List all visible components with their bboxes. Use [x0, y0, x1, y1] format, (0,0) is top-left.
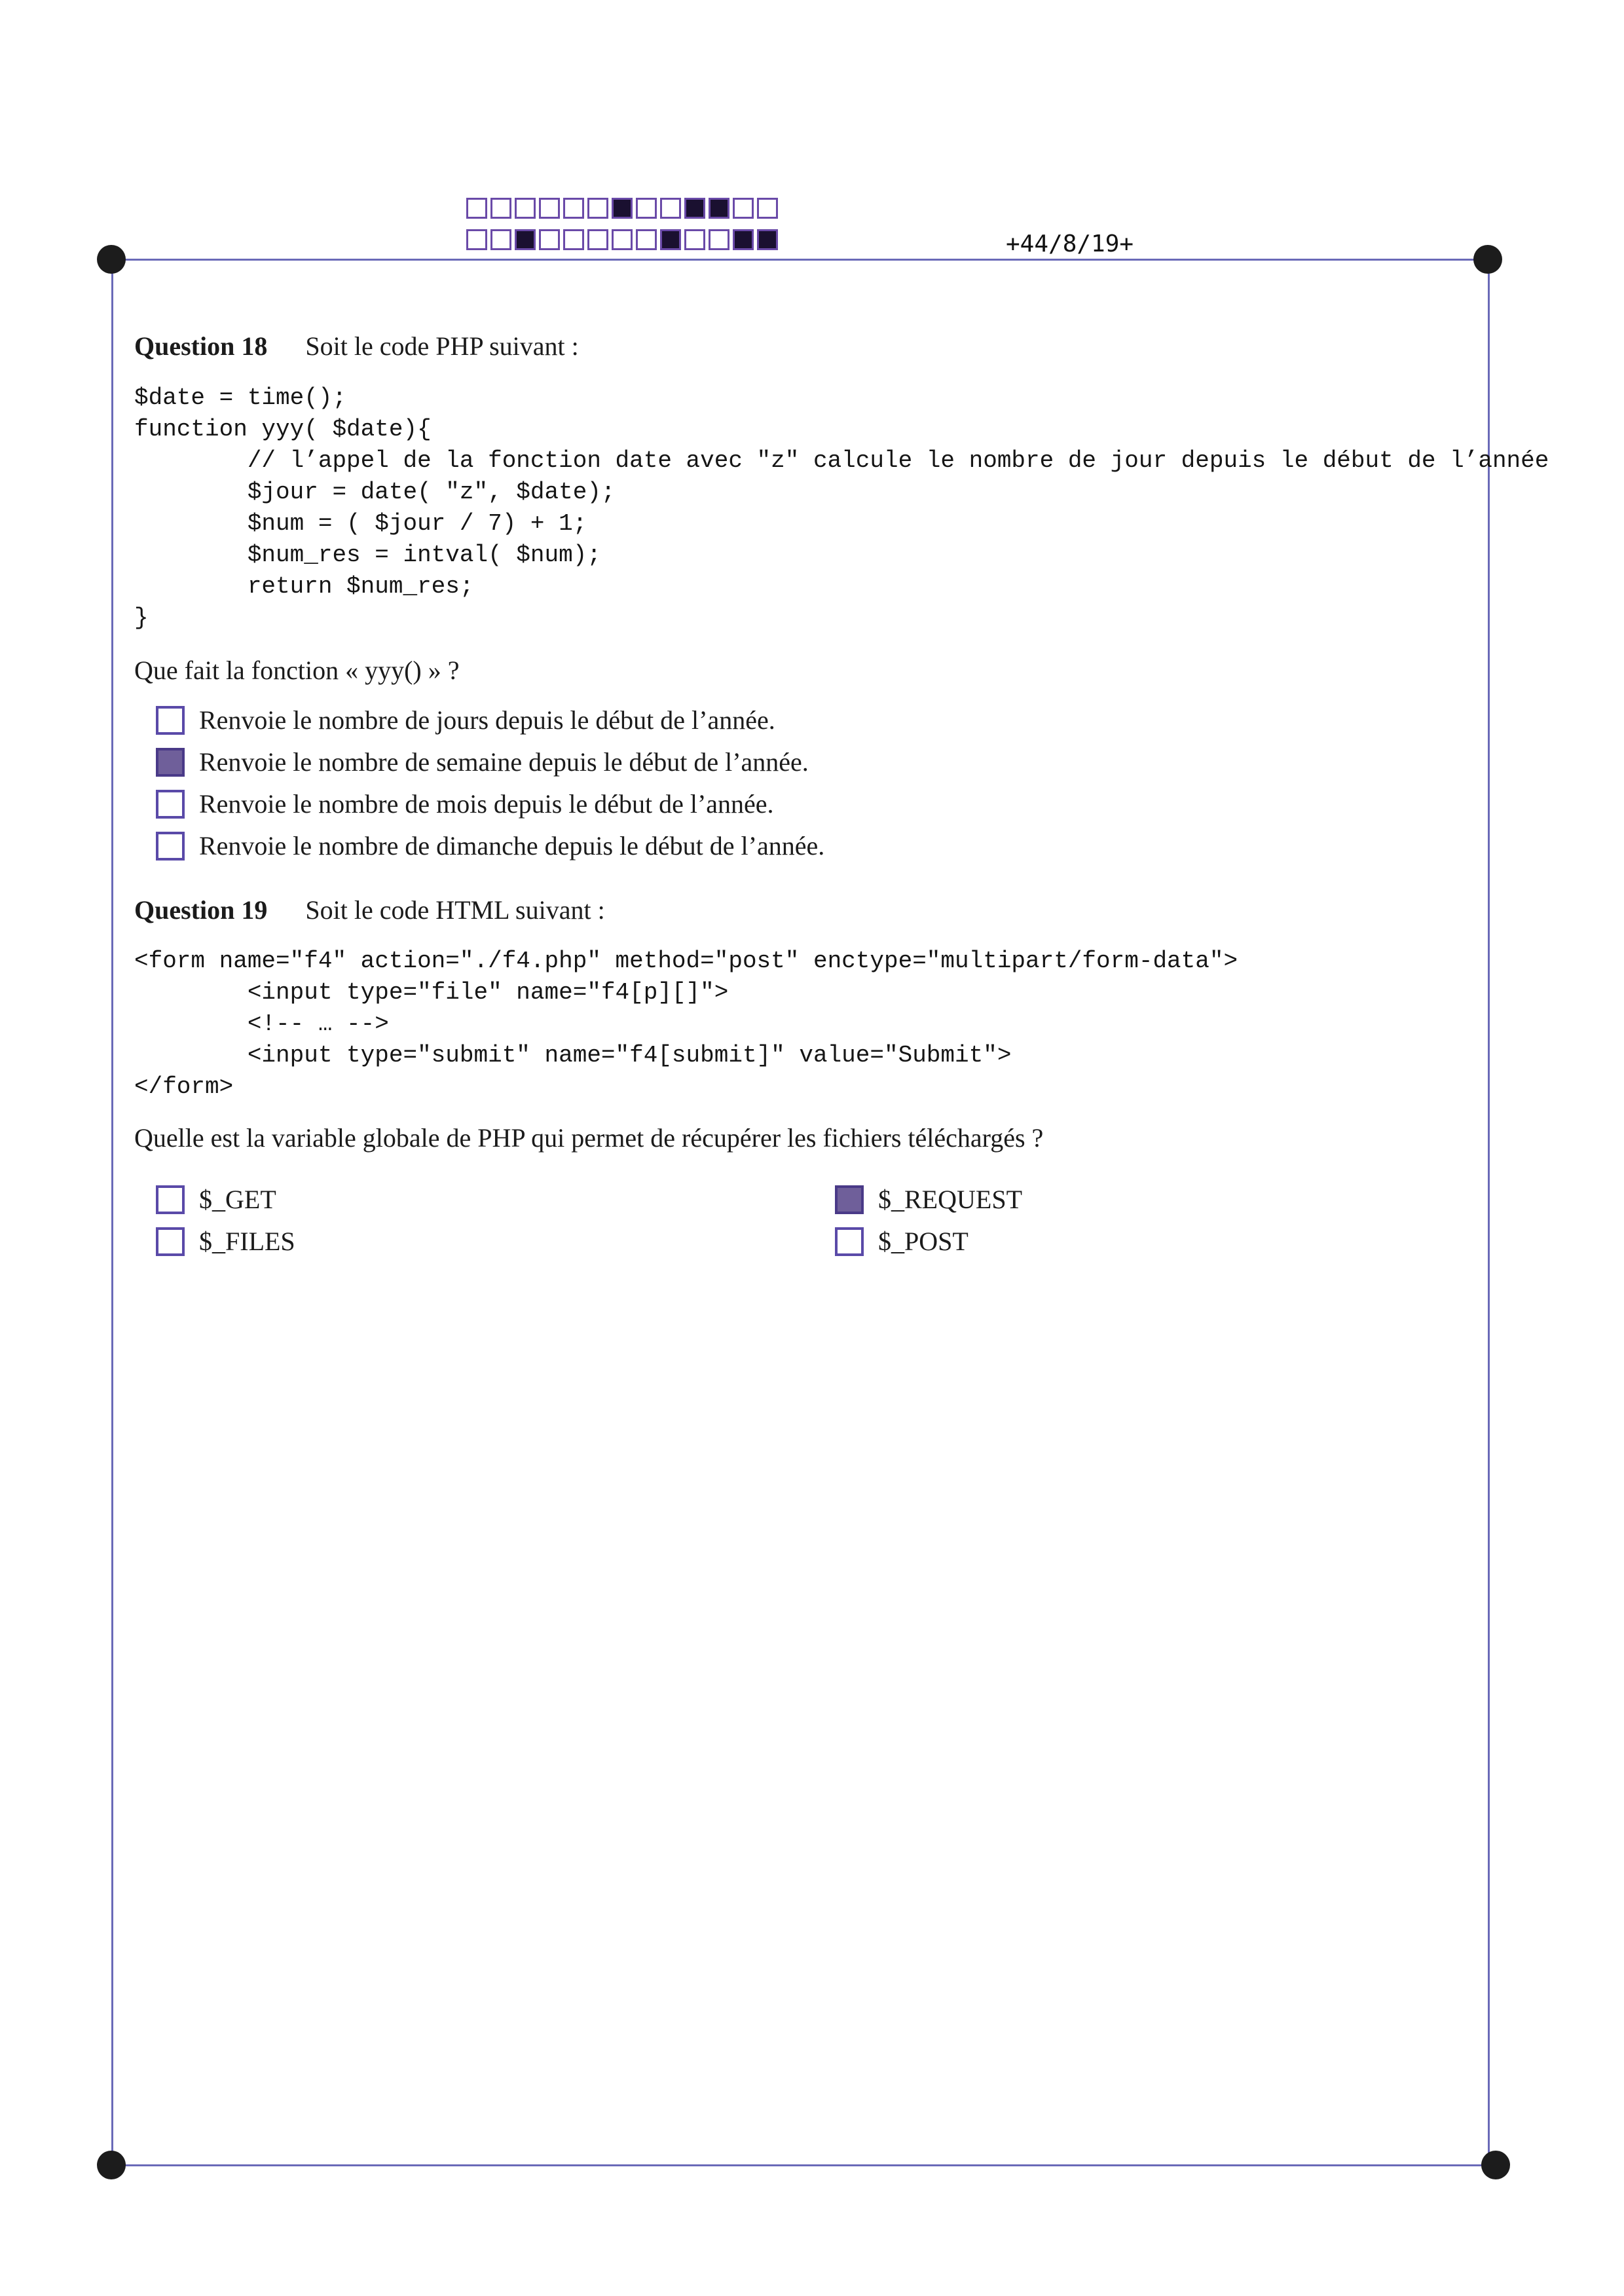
question-intro: Soit le code HTML suivant : [305, 895, 605, 925]
page-identifier: +44/8/19+ [1006, 231, 1134, 257]
q18-option-2[interactable] [156, 747, 809, 777]
barcode-cell [490, 198, 511, 219]
answer-checkbox[interactable] [835, 1185, 864, 1214]
corner-mark-top-right [1473, 245, 1502, 274]
barcode-cell [539, 229, 560, 250]
option-label: $_REQUEST [878, 1185, 1022, 1214]
option-label: Renvoie le nombre de dimanche depuis le début de l’année. [199, 831, 825, 861]
question-19-header [134, 895, 605, 925]
option-label: $_GET [199, 1185, 276, 1214]
barcode-cell [539, 198, 560, 219]
barcode-cell [636, 229, 657, 250]
barcode-cell [733, 198, 754, 219]
option-label: Renvoie le nombre de mois depuis le début de l’année. [199, 789, 774, 819]
answer-checkbox[interactable] [156, 1227, 185, 1256]
barcode-cell [490, 229, 511, 250]
barcode-cell [587, 229, 608, 250]
answer-checkbox[interactable] [835, 1227, 864, 1256]
barcode-cell [563, 198, 584, 219]
question-number: Question 18 [134, 331, 268, 361]
frame-bottom-line [111, 2164, 1496, 2166]
barcode-cell [757, 229, 778, 250]
barcode-cell [757, 198, 778, 219]
q19-option-request[interactable] [835, 1184, 1022, 1215]
frame-top-line [111, 259, 1486, 261]
corner-mark-top-left [97, 245, 126, 274]
html-code-block: <form name="f4" action="./f4.php" method="post" enctype="multipart/form-data"> <input type="file" name="f4[p][]"> <!-- … --> <input type="submit" name="f4[submit]" value="Submit"> </form> [134, 948, 1238, 1100]
barcode-cell [709, 229, 729, 250]
barcode-cell [733, 229, 754, 250]
barcode-cell [515, 229, 536, 250]
barcode-cell [466, 229, 487, 250]
php-code-block: $date = time(); function yyy( $date){ // l’appel de la fonction date avec "z" calcule le nombre de jour depuis le début de l’année $jour = date( "z", $date); $num = ( $jour / 7) + 1; $num_res = intval( $num); return $num_res; } [134, 384, 1549, 631]
option-label: Renvoie le nombre de semaine depuis le début de l’année. [199, 747, 809, 777]
barcode-row-2 [466, 229, 778, 250]
answer-checkbox[interactable] [156, 1185, 185, 1214]
barcode-cell [563, 229, 584, 250]
option-label: Renvoie le nombre de jours depuis le début de l’année. [199, 705, 775, 735]
answer-checkbox[interactable] [156, 748, 185, 777]
question-number: Question 19 [134, 895, 268, 925]
q18-option-4[interactable] [156, 830, 824, 861]
question-intro: Soit le code PHP suivant : [305, 331, 579, 361]
question-19-prompt: Quelle est la variable globale de PHP qui permet de récupérer les fichiers téléchargés ? [134, 1123, 1044, 1153]
frame-left-line [111, 259, 113, 2166]
barcode-cell [684, 198, 705, 219]
barcode-cell [612, 198, 633, 219]
corner-mark-bottom-right [1481, 2151, 1510, 2179]
option-label: $_POST [878, 1227, 969, 1256]
corner-mark-bottom-left [97, 2151, 126, 2179]
barcode-cell [466, 198, 487, 219]
answer-checkbox[interactable] [156, 832, 185, 861]
barcode-cell [636, 198, 657, 219]
q19-option-files[interactable] [156, 1226, 295, 1257]
barcode-cell [660, 198, 681, 219]
barcode-cell [515, 198, 536, 219]
answer-checkbox[interactable] [156, 790, 185, 819]
q18-option-3[interactable] [156, 788, 774, 819]
barcode-cell [684, 229, 705, 250]
barcode-cell [660, 229, 681, 250]
q19-option-get[interactable] [156, 1184, 276, 1215]
barcode-cell [587, 198, 608, 219]
question-18-header [134, 331, 579, 361]
barcode-row-1 [466, 198, 778, 219]
barcode-cell [612, 229, 633, 250]
barcode-cell [709, 198, 729, 219]
q18-option-1[interactable] [156, 705, 775, 735]
answer-checkbox[interactable] [156, 706, 185, 735]
q19-option-post[interactable] [835, 1226, 969, 1257]
question-18-prompt: Que fait la fonction « yyy() » ? [134, 656, 460, 685]
option-label: $_FILES [199, 1227, 295, 1256]
